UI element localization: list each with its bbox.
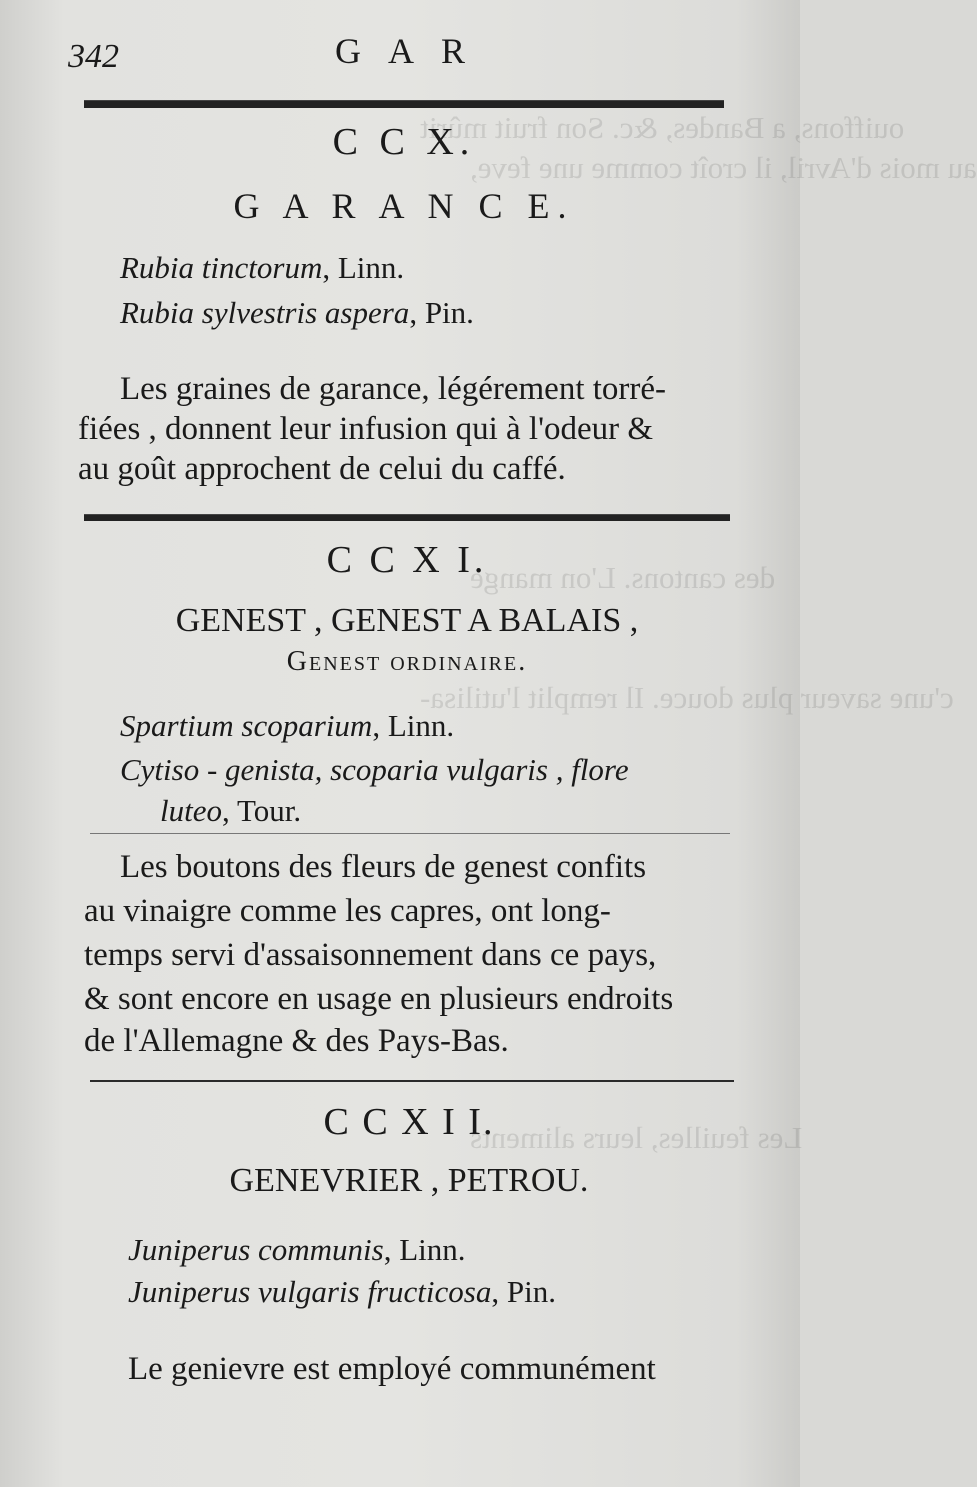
- latin-name: [160, 793, 301, 829]
- entry-number: C C X I I.: [323, 1101, 495, 1143]
- entry-text-line: & sont encore en usage en plusieurs endroits: [84, 981, 674, 1017]
- running-title: G A R: [335, 31, 476, 71]
- section-rule: [84, 514, 730, 521]
- entry-title: GENEST , GENEST A BALAIS ,: [175, 602, 639, 639]
- latin-name-text: Rubia sylvestris aspera: [120, 295, 410, 330]
- latin-name: [120, 250, 404, 286]
- section-rule: [90, 833, 730, 834]
- latin-author: , Linn.: [383, 1232, 466, 1267]
- latin-name: [128, 1232, 466, 1268]
- latin-name: [120, 752, 629, 788]
- latin-name-text: Rubia tinctorum: [120, 250, 323, 285]
- show-through: c'une saveur plus douce. Il remplit l'utilisa-: [420, 680, 954, 715]
- page-number: 342: [68, 38, 119, 75]
- entry-title: G A R A N C E.: [233, 186, 575, 226]
- show-through: au mois d'Avril, il croît comme une feve,: [470, 150, 977, 185]
- entry-text-line: Le genievre est employé communément: [128, 1351, 656, 1387]
- entry-number: C C X.: [332, 121, 476, 163]
- section-rule: [90, 1080, 734, 1082]
- latin-author: , Linn.: [322, 250, 405, 285]
- entry-title: GENEVRIER , PETROU.: [229, 1162, 589, 1199]
- latin-name: [120, 295, 474, 331]
- latin-author: , Tour.: [222, 793, 302, 828]
- entry-text-line: Les boutons des fleurs de genest confits: [120, 849, 647, 885]
- header-rule: [84, 100, 724, 108]
- entry-text-line: au vinaigre comme les capres, ont long-: [84, 893, 611, 929]
- latin-author: , Pin.: [491, 1274, 556, 1309]
- entry-number: C C X I.: [326, 539, 488, 581]
- entry-text-line: temps servi d'assaisonnement dans ce pays,: [84, 937, 657, 973]
- entry-text-line: Les graines de garance, légérement torré-: [120, 371, 667, 407]
- latin-name: [120, 708, 454, 744]
- entry-text-line: de l'Allemagne & des Pays-Bas.: [84, 1023, 509, 1059]
- latin-name-text: Cytiso - genista, scoparia vulgaris , flore: [120, 752, 629, 787]
- latin-name-text: Juniperus vulgaris fructicosa: [128, 1274, 492, 1309]
- latin-name: [128, 1274, 556, 1310]
- show-through: ouiffons, a Bandes, &c. Son fruit mûrit: [420, 110, 905, 145]
- latin-author: , Pin.: [409, 295, 474, 330]
- show-through: des cantons. L'on mange: [470, 560, 776, 595]
- latin-author: , Linn.: [372, 708, 455, 743]
- latin-name-text: Juniperus communis: [128, 1232, 384, 1267]
- latin-name-text: Spartium scoparium: [120, 708, 373, 743]
- show-through: Les feuilles, leurs aliments: [470, 1120, 803, 1155]
- entry-subtitle: Genest ordinaire.: [286, 646, 528, 677]
- entry-text-line: au goût approchent de celui du caffé.: [78, 451, 566, 487]
- latin-name-text: luteo: [160, 793, 222, 828]
- entry-text-line: fiées , donnent leur infusion qui à l'odeur &: [78, 411, 654, 447]
